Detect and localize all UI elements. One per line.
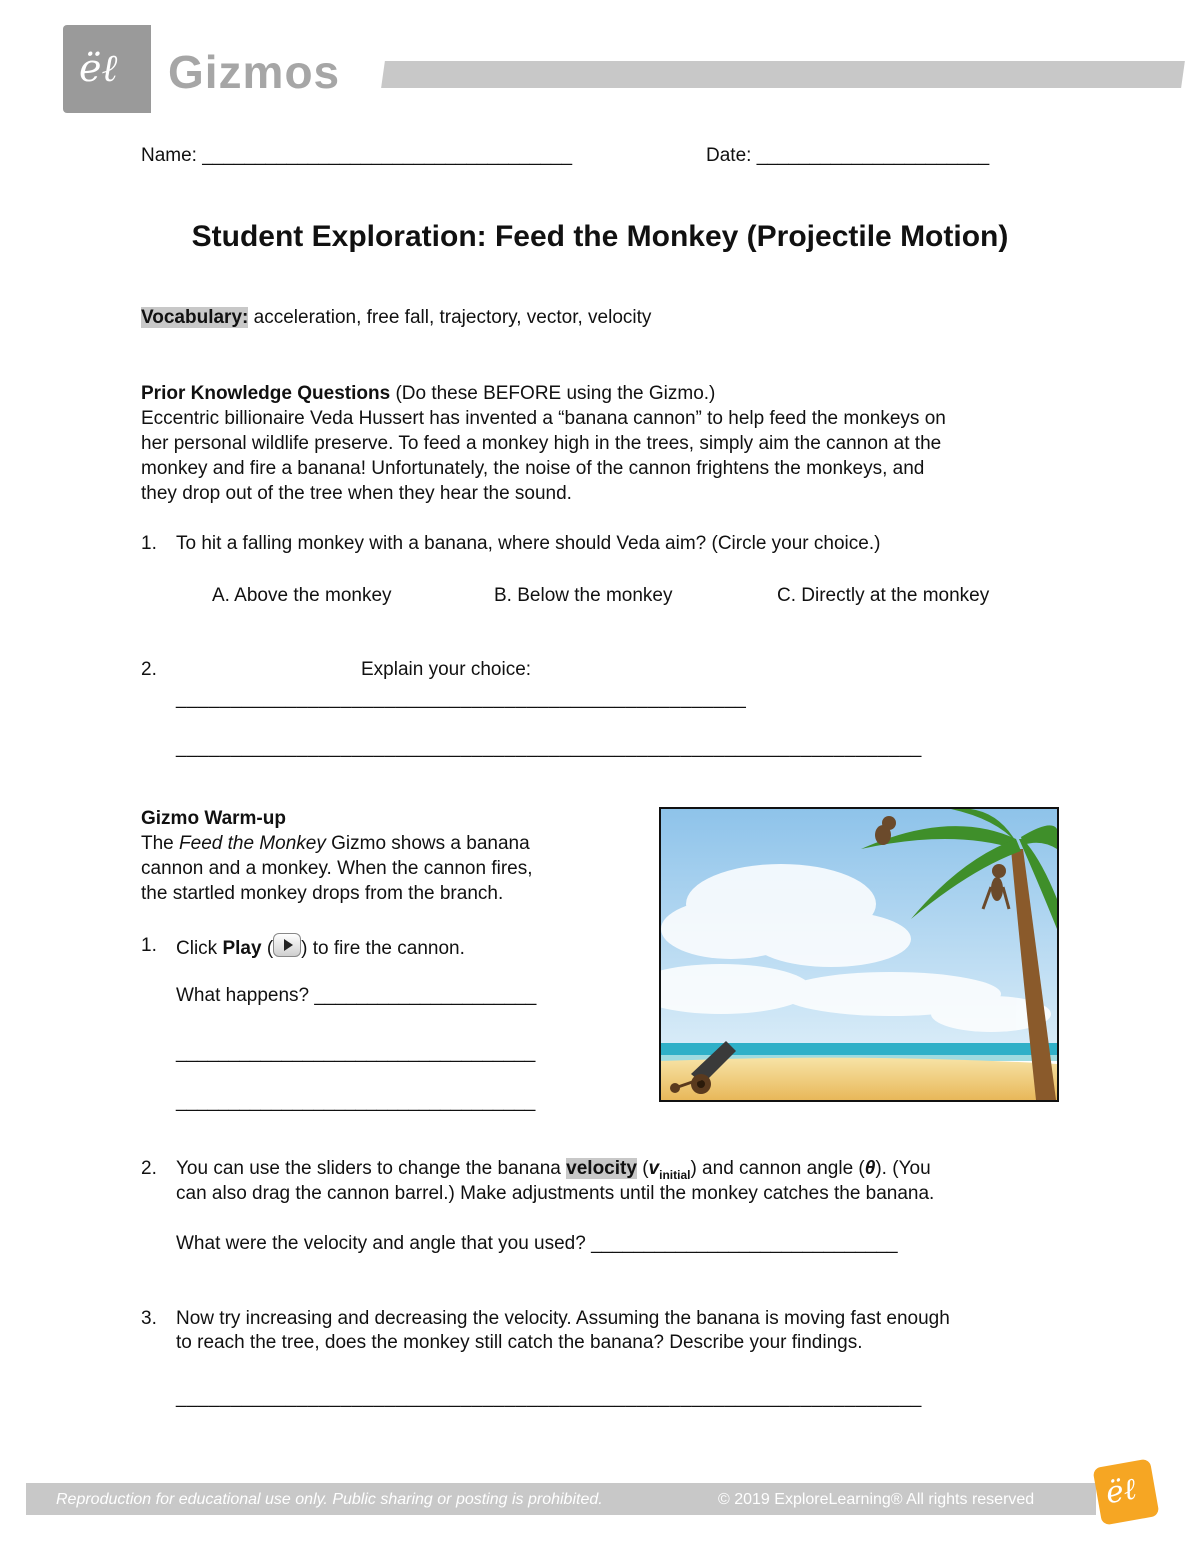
prior-paragraph-line-3: monkey and fire a banana! Unfortunately, the noise of the cannon frightens the monkeys, and xyxy=(141,458,925,479)
brand-name: Gizmos xyxy=(168,46,341,98)
explorelearning-logo: ëℓ xyxy=(79,46,118,90)
warmup-intro-line-2: cannon and a monkey. When the cannon fires, xyxy=(141,858,533,879)
gizmos-logo-box xyxy=(63,25,151,113)
step3-answer-line[interactable]: ____________________________________________________________________ xyxy=(176,1387,922,1408)
warmup-heading: Gizmo Warm-up xyxy=(141,808,286,829)
step2-number: 2. xyxy=(141,1158,157,1179)
step2-text-line-1: You can use the sliders to change the banana velocity $(v_{initial})$ and cannon angle (θ). (You xyxy=(176,1158,931,1182)
step1-text: Click Play ( ) to fire the cannon. xyxy=(176,933,465,961)
footer-copyright: © 2019 ExploreLearning® All rights reserved xyxy=(718,1491,1035,1508)
choice-a[interactable]: A. Above the monkey xyxy=(212,585,392,606)
q2-answer-line-1[interactable]: ____________________________________________________ xyxy=(176,688,747,709)
vocabulary-terms: acceleration, free fall, trajectory, vector, velocity xyxy=(253,307,652,328)
step2-question[interactable]: What were the velocity and angle that you used? _____________________________ xyxy=(176,1233,898,1254)
q1-number: 1. xyxy=(141,533,157,554)
footer-reproduction-notice: Reproduction for educational use only. Public sharing or posting is prohibited. xyxy=(56,1491,603,1508)
step1-answer-line-3[interactable]: __________________________________ xyxy=(176,1091,536,1112)
step1-answer-line-2[interactable]: __________________________________ xyxy=(176,1042,536,1063)
beach-scene xyxy=(661,809,1057,1100)
choice-c[interactable]: C. Directly at the monkey xyxy=(777,585,990,606)
step2-text-line-2: can also drag the cannon barrel.) Make adjustments until the monkey catches the banana. xyxy=(176,1183,935,1204)
gizmo-name: Feed the Monkey xyxy=(179,833,326,854)
step3-text-line-1: Now try increasing and decreasing the velocity. Assuming the banana is moving fast enough xyxy=(176,1308,950,1329)
warmup-intro-line-1: The Feed the Monkey Gizmo shows a banana xyxy=(141,833,530,854)
explorelearning-badge-icon: ëℓ xyxy=(1092,1458,1159,1525)
header-bar xyxy=(381,61,1185,88)
step1-question[interactable]: What happens? _____________________ xyxy=(176,985,537,1006)
q2-text: Explain your choice: xyxy=(361,659,532,680)
prior-paragraph-line-1: Eccentric billionaire Veda Hussert has invented a “banana cannon” to help feed the monkeys on xyxy=(141,408,946,429)
date-field[interactable]: Date: ______________________ xyxy=(706,145,990,166)
q2-number: 2. xyxy=(141,659,157,680)
warmup-intro-line-3: the startled monkey drops from the branch. xyxy=(141,883,504,904)
prior-knowledge-heading-line xyxy=(141,381,715,406)
q1-text: To hit a falling monkey with a banana, where should Veda aim? (Circle your choice.) xyxy=(176,533,881,554)
vocabulary-line xyxy=(141,305,651,330)
prior-knowledge-heading: Prior Knowledge Questions xyxy=(141,383,391,404)
gizmo-scene-image xyxy=(659,807,1059,1102)
step3-number: 3. xyxy=(141,1308,157,1329)
step1-number: 1. xyxy=(141,935,157,956)
choice-b[interactable]: B. Below the monkey xyxy=(494,585,673,606)
name-field[interactable]: Name: ___________________________________ xyxy=(141,145,573,166)
play-icon[interactable] xyxy=(273,933,301,957)
q2-answer-line-2[interactable]: ____________________________________________________________________ xyxy=(176,737,922,758)
step3-text-line-2: to reach the tree, does the monkey still catch the banana? Describe your findings. xyxy=(176,1332,863,1353)
velocity-term: velocity xyxy=(566,1158,637,1179)
prior-knowledge-note: (Do these BEFORE using the Gizmo.) xyxy=(395,383,716,404)
prior-paragraph-line-4: they drop out of the tree when they hear the sound. xyxy=(141,483,572,504)
page-title: Student Exploration: Feed the Monkey (Projectile Motion) xyxy=(191,220,1009,253)
vocabulary-label: Vocabulary: xyxy=(141,307,249,328)
prior-paragraph-line-2: her personal wildlife preserve. To feed a monkey high in the trees, simply aim the cannon at the xyxy=(141,433,942,454)
